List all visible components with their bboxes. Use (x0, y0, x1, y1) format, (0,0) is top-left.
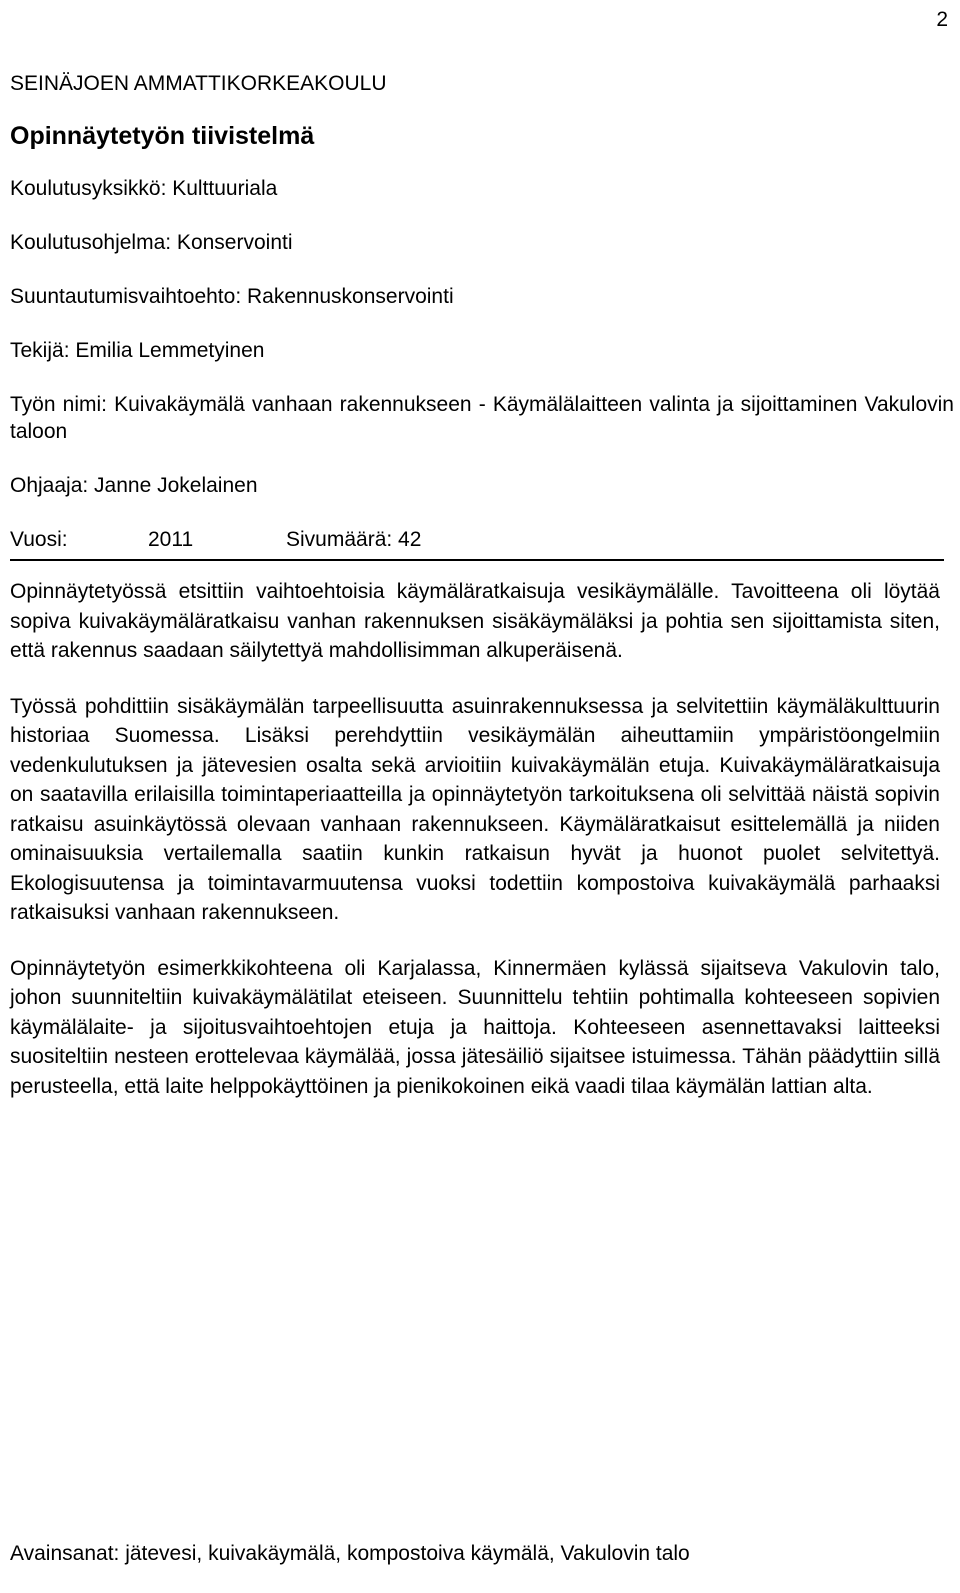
abstract-paragraph: Opinnäytetyön esimerkkikohteena oli Karjalassa, Kinnermäen kylässä sijaitseva Vakulovin talo, johon suunniteltiin kuivakäymälätilat eteiseen. Suunnittelu tehtiin pohtimalla kohteeseen sopivien käymälälaite- ja sijoitusvaihtoehtojen etuja ja haittoja. Kohteeseen asennettavaksi laitteeksi suositeltiin nesteen erottelevaa käymälää, jossa jätesäiliö sijaitsee istuimessa. Tähän päädyttiin sillä perusteella, että laite helppokäyttöinen ja pienikokoinen eikä vaadi tilaa käymälän lattian alta. (10, 956, 940, 1098)
abstract-paragraph: Työssä pohdittiin sisäkäymälän tarpeellisuutta asuinrakennuksessa ja selvitettiin käymäläkulttuurin historiaa Suomessa. Lisäksi perehdyttiin vesikäymälän aiheuttamiin ympäristöongelmiin vedenkulutuksen ja jätevesien osalta sekä arvioitiin kuivakäymälän etuja. Kuivakäymäläratkaisuja on saatavilla erilaisilla toimintaperiaatteilla ja opinnäytetyön tarkoituksena oli selvittää näistä sopivin ratkaisu asuinkäytössä olevaan vanhaan rakennukseen. Käymäläratkaisut esittelemällä ja niiden ominaisuuksia vertailemalla saatiin kunkin ratkaisun hyvät ja huonot puolet selvitettyä. Ekologisuutensa ja toimintavarmuutensa vuoksi todettiin kompostoiva kuivakäymälä parhaaksi ratkaisuksi vanhaan rakennukseen. (10, 694, 940, 924)
specialization-field: Suuntautumisvaihtoehto: Rakennuskonservointi (10, 285, 454, 308)
year-value: 2011 (148, 528, 194, 551)
page-title: Opinnäytetyön tiivistelmä (10, 122, 315, 150)
year-label: Vuosi: (10, 528, 68, 551)
abstract-body (10, 577, 954, 1101)
program-field: Koulutusohjelma: Konservointi (10, 231, 293, 254)
unit-field: Koulutusyksikkö: Kulttuuriala (10, 177, 278, 200)
university-name: SEINÄJOEN AMMATTIKORKEAKOULU (10, 72, 387, 95)
page-count: Sivumäärä: 42 (286, 528, 422, 551)
year-pages-row (10, 526, 954, 553)
abstract-page (10, 70, 954, 1101)
author-field: Tekijä: Emilia Lemmetyinen (10, 339, 265, 362)
work-title-field: Työn nimi: Kuivakäymälä vanhaan rakennukseen - Käymälälaitteen valinta ja sijoittaminen Vakulovin taloon (10, 393, 954, 443)
page-number: 2 (936, 8, 948, 31)
supervisor-field: Ohjaaja: Janne Jokelainen (10, 474, 258, 497)
divider (10, 559, 944, 561)
keywords: Avainsanat: jätevesi, kuivakäymälä, kompostoiva käymälä, Vakulovin talo (10, 1542, 690, 1565)
abstract-paragraph: Opinnäytetyössä etsittiin vaihtoehtoisia käymäläratkaisuja vesikäymälälle. Tavoitteena oli löytää sopiva kuivakäymäläratkaisu vanhan rakennuksen sisäkäymäläksi ja pohtia sen sijoittamista siten, että rakennus saadaan säilytettyä mahdollisimman alkuperäisenä. (10, 580, 940, 662)
